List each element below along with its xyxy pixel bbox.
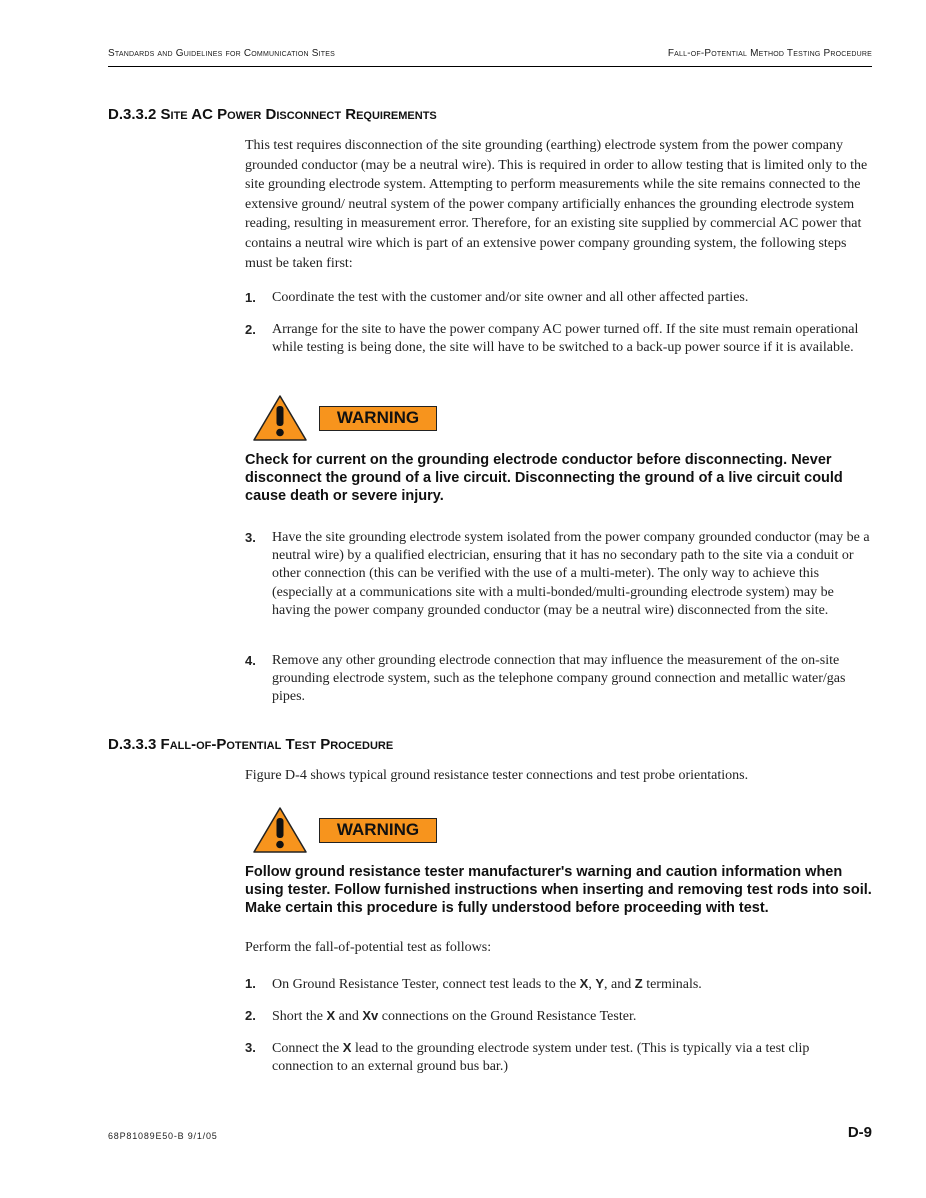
step-text: Have the site grounding electrode system isolated from the power company grounded conductor (may be a neutral wire) by a qualified electrician, ensuring that it has no secondary path to the site via a conduit or other connection (this can be verified with the use of a multi-meter). The only way to achieve this (especially at a communications site with a multi-bonded/multi-grounding electrode system) may be having the power company grounded conductor (may be a neutral wire) disconnected from the site. — [272, 530, 870, 618]
step-number: 1. — [245, 290, 256, 305]
list-item — [245, 652, 870, 707]
step-number: 3. — [245, 1040, 256, 1055]
warning-text: Follow ground resistance tester manufacturer's warning and caution information when using tester. Follow furnished instructions when inserting and removing test rods into soil. Make certain this procedure is fully understood before proceeding with test. — [245, 864, 872, 917]
page-number: D-9 — [847, 1124, 872, 1141]
step-number: 4. — [245, 653, 256, 668]
step-number: 1. — [245, 976, 256, 991]
step-text: Coordinate the test with the customer and/or site owner and all other affected parties. — [272, 290, 749, 305]
list-item — [245, 289, 870, 307]
warning-label: WARNING — [319, 818, 437, 843]
section-title-d3-3-2: D.3.3.2 Site AC Power Disconnect Requirements — [108, 106, 437, 123]
document-number: 68P81089E50-B 9/1/05 — [108, 1131, 218, 1141]
list-item — [245, 1007, 870, 1026]
header-divider — [108, 66, 872, 67]
warning-label: WARNING — [319, 406, 437, 431]
step-number: 3. — [245, 530, 256, 545]
step-text: Arrange for the site to have the power company AC power turned off. If the site must remain operational while testing is being done, the site will have to be switched to a back-up power source if it is available. — [272, 322, 859, 356]
warning-text: Check for current on the grounding electrode conductor before disconnecting. Never disconnect the ground of a live circuit. Disconnecting the ground of a live circuit could cause death or severe injury. — [245, 452, 843, 505]
running-header-right: Fall-of-Potential Method Testing Procedure — [667, 48, 872, 59]
step-text: Connect the X lead to the grounding electrode system under test. (This is typically via a test clip connection to an external ground bus bar.) — [272, 1040, 810, 1075]
list-item — [245, 975, 870, 994]
warning-triangle-icon — [252, 806, 308, 854]
step-text: Short the X and Xv connections on the Ground Resistance Tester. — [272, 1008, 637, 1024]
list-item — [245, 529, 870, 620]
list-item — [245, 1039, 870, 1076]
section-intro-paragraph: This test requires disconnection of the site grounding (earthing) electrode system from the power company grounded conductor (may be a neutral wire). This is required in order to allow testing that is limited only to the site grounding electrode system. Attempting to perform measurements while the site remains connected to the extensive ground/ neutral system of the power company artificially enhances the grounding electrode system reading, resulting in measurement error. Therefore, for an existing site supplied by commercial AC power that contains a neutral wire which is part of an extensive power company grounding system, the following steps must be taken first: — [245, 138, 868, 271]
section-intro-paragraph: Figure D-4 shows typical ground resistance tester connections and test probe orientations. — [245, 768, 749, 783]
step-number: 2. — [245, 1008, 256, 1023]
procedure-lead-in: Perform the fall-of-potential test as follows: — [245, 940, 492, 955]
section-title-d3-3-3: D.3.3.3 Fall-of-Potential Test Procedure — [108, 736, 394, 753]
list-item — [245, 321, 870, 357]
step-text: Remove any other grounding electrode connection that may influence the measurement of the on-site grounding electrode system, such as the telephone company ground connection and metallic water/gas pipes. — [272, 653, 846, 705]
running-header-left: Standards and Guidelines for Communication Sites — [108, 48, 335, 59]
warning-triangle-icon — [252, 394, 308, 442]
step-number: 2. — [245, 322, 256, 337]
step-text: On Ground Resistance Tester, connect test leads to the X, Y, and Z terminals. — [272, 976, 702, 992]
